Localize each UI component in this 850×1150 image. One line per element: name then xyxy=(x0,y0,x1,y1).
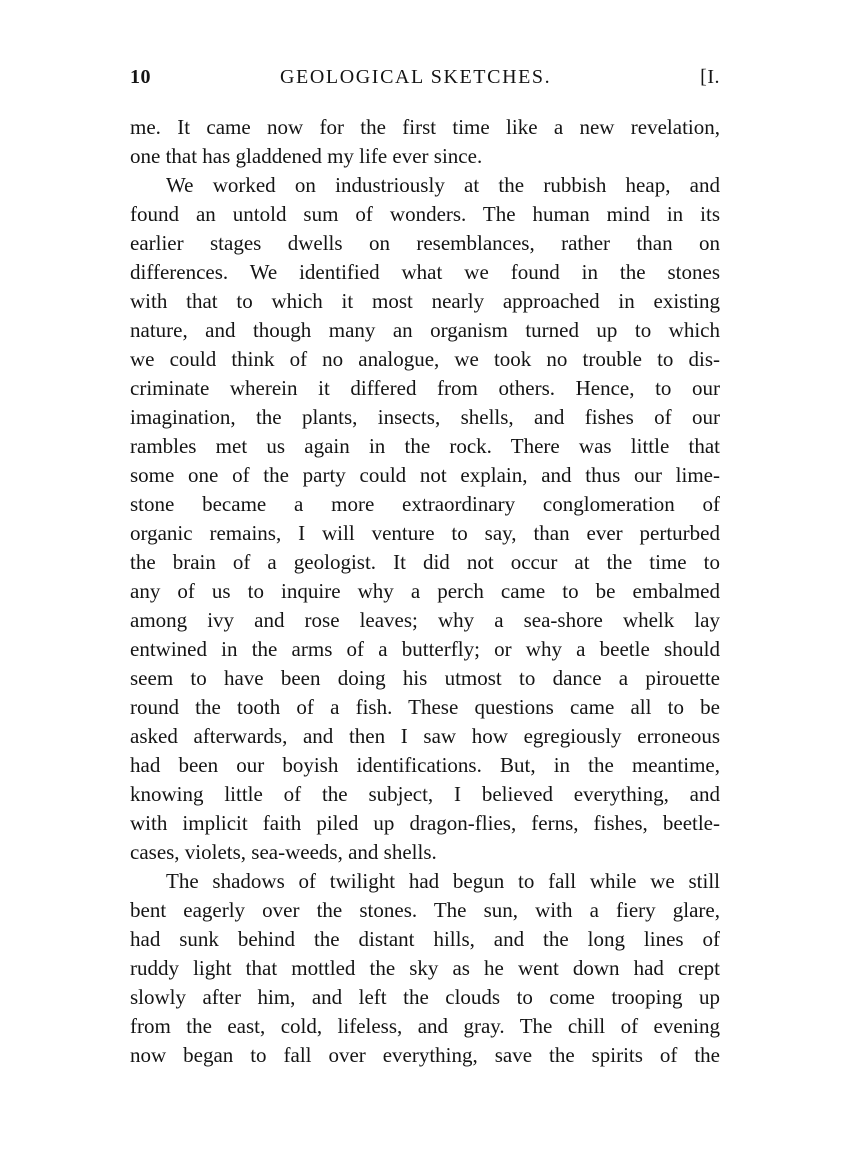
text-line: now began to fall over everything, save the spirits of the xyxy=(130,1043,720,1067)
page-number: 10 xyxy=(130,66,151,88)
text-line: organic remains, I will venture to say, than ever perturbed xyxy=(130,521,720,545)
text-line: me. It came now for the first time like a new revelation, xyxy=(130,115,720,139)
text-line: we could think of no analogue, we took no trouble to dis- xyxy=(130,347,720,371)
text-line: found an untold sum of wonders. The human mind in its xyxy=(130,202,720,226)
text-line: with implicit faith piled up dragon-flies, ferns, fishes, beetle- xyxy=(130,811,720,835)
text-line: from the east, cold, lifeless, and gray. The chill of evening xyxy=(130,1014,720,1038)
text-line: with that to which it most nearly approached in existing xyxy=(130,289,720,313)
text-line: round the tooth of a fish. These questions came all to be xyxy=(130,695,720,719)
text-line: rambles met us again in the rock. There was little that xyxy=(130,434,720,458)
text-line: among ivy and rose leaves; why a sea-shore whelk lay xyxy=(130,608,720,632)
chapter-mark: [I. xyxy=(700,66,720,88)
text-line: entwined in the arms of a butterfly; or why a beetle should xyxy=(130,637,720,661)
text-line: slowly after him, and left the clouds to come trooping up xyxy=(130,985,720,1009)
text-line: earlier stages dwells on resemblances, rather than on xyxy=(130,231,720,255)
text-line: The shadows of twilight had begun to fall while we still xyxy=(166,869,720,893)
text-line: cases, violets, sea-weeds, and shells. xyxy=(130,840,437,864)
text-line: imagination, the plants, insects, shells, and fishes of our xyxy=(130,405,720,429)
text-line: seem to have been doing his utmost to dance a pirouette xyxy=(130,666,720,690)
text-line: had been our boyish identifications. But, in the meantime, xyxy=(130,753,720,777)
running-head xyxy=(130,66,720,96)
text-line: nature, and though many an organism turned up to which xyxy=(130,318,720,342)
text-line: ruddy light that mottled the sky as he went down had crept xyxy=(130,956,720,980)
text-line: differences. We identified what we found in the stones xyxy=(130,260,720,284)
text-line: knowing little of the subject, I believed everything, and xyxy=(130,782,720,806)
text-line: We worked on industriously at the rubbish heap, and xyxy=(166,173,720,197)
text-line: stone became a more extraordinary conglomeration of xyxy=(130,492,720,516)
text-line: the brain of a geologist. It did not occur at the time to xyxy=(130,550,720,574)
text-line: had sunk behind the distant hills, and the long lines of xyxy=(130,927,720,951)
text-line: criminate wherein it differed from others. Hence, to our xyxy=(130,376,720,400)
running-title: GEOLOGICAL SKETCHES. xyxy=(280,66,552,88)
text-line: bent eagerly over the stones. The sun, with a fiery glare, xyxy=(130,898,720,922)
text-line: one that has gladdened my life ever since. xyxy=(130,144,483,168)
text-line: some one of the party could not explain, and thus our lime- xyxy=(130,463,720,487)
text-line: asked afterwards, and then I saw how egregiously erroneous xyxy=(130,724,720,748)
text-line: any of us to inquire why a perch came to be embalmed xyxy=(130,579,720,603)
